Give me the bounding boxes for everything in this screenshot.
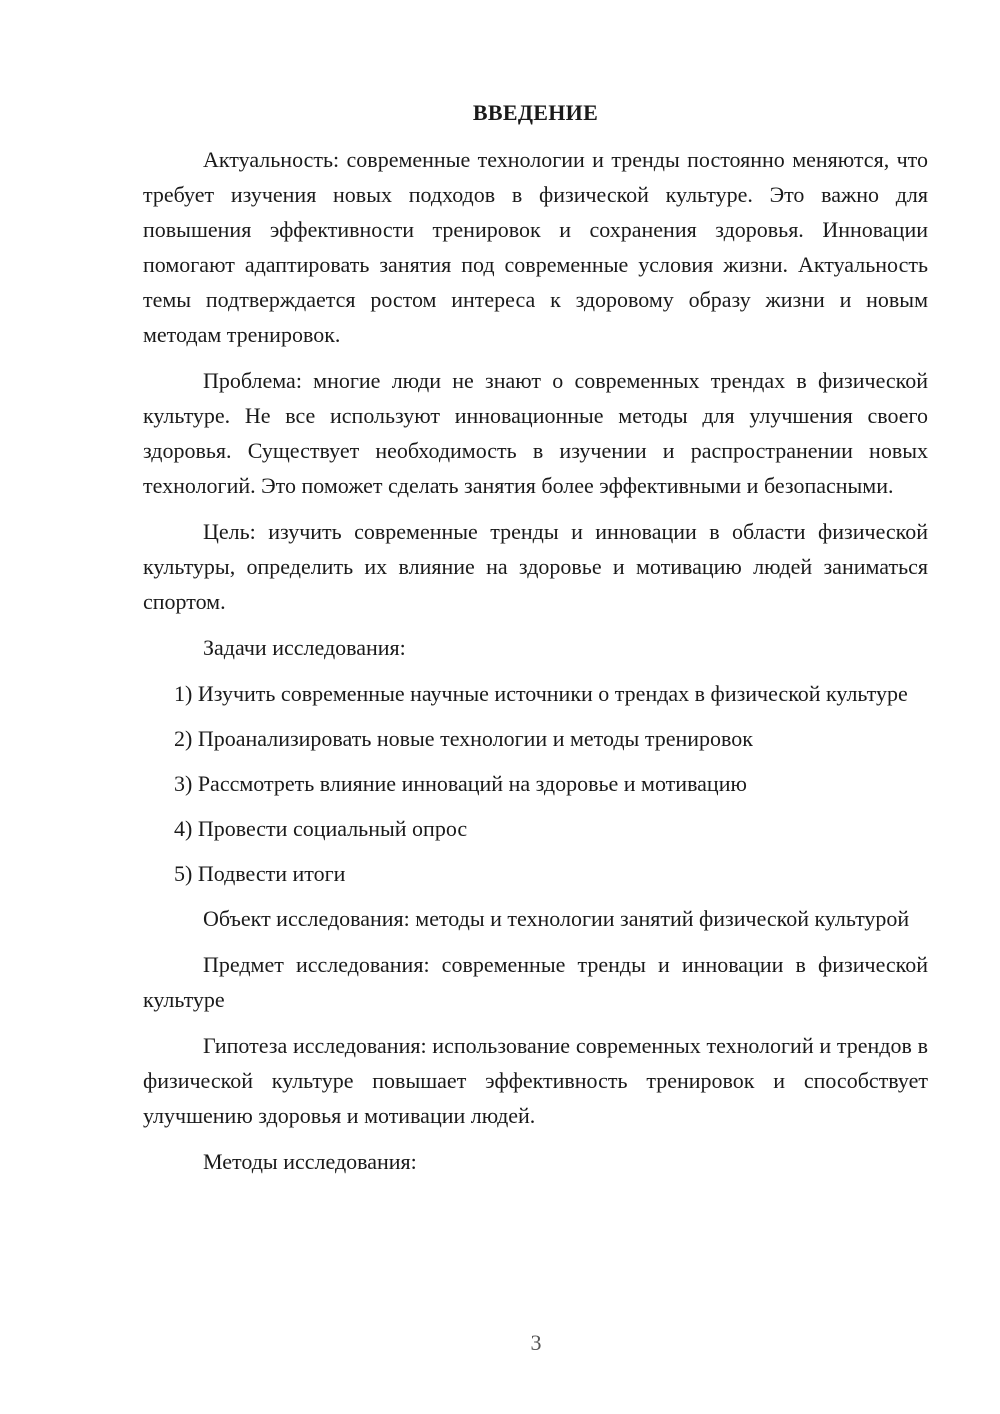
problem-paragraph: Проблема: многие люди не знают о современных трендах в физической культуре. Не все используют инновационные методы для улучшения своего здоровья. Существует необходимость в изучении и распространении новых технологий. Это поможет сделать занятия более эффективными и безопасными. — [143, 368, 928, 498]
object-paragraph: Объект исследования: методы и технологии занятий физической культурой — [203, 906, 910, 931]
task-item-2: 2) Проанализировать новые технологии и методы тренировок — [174, 726, 753, 751]
task-item-4: 4) Провести социальный опрос — [174, 816, 468, 841]
tasks-heading: Задачи исследования: — [203, 635, 406, 660]
section-title: ВВЕДЕНИЕ — [472, 100, 599, 125]
goal-paragraph: Цель: изучить современные тренды и инновации в области физической культуры, определить их влияние на здоровье и мотивацию людей заниматься спортом. — [143, 519, 928, 614]
hypothesis-paragraph: Гипотеза исследования: использование современных технологий и трендов в физической культуре повышает эффективность тренировок и способствует улучшению здоровья и мотивации людей. — [143, 1033, 928, 1128]
document-page — [143, 95, 928, 1190]
task-item-3: 3) Рассмотреть влияние инноваций на здоровье и мотивацию — [174, 771, 747, 796]
subject-paragraph: Предмет исследования: современные тренды и инновации в физической культуре — [143, 952, 928, 1012]
relevance-paragraph: Актуальность: современные технологии и тренды постоянно меняются, что требует изучения новых подходов в физической культуре. Это важно для повышения эффективности тренировок и сохранения здоровья. Инновации помогают адаптировать занятия под современные условия жизни. Актуальность темы подтверждается ростом интереса к здоровому образу жизни и новым методам тренировок. — [143, 147, 928, 347]
page-number: 3 — [530, 1330, 542, 1355]
task-item-1: 1) Изучить современные научные источники о трендах в физической культуре — [174, 681, 908, 706]
methods-heading: Методы исследования: — [203, 1149, 417, 1174]
task-item-5: 5) Подвести итоги — [174, 861, 346, 886]
